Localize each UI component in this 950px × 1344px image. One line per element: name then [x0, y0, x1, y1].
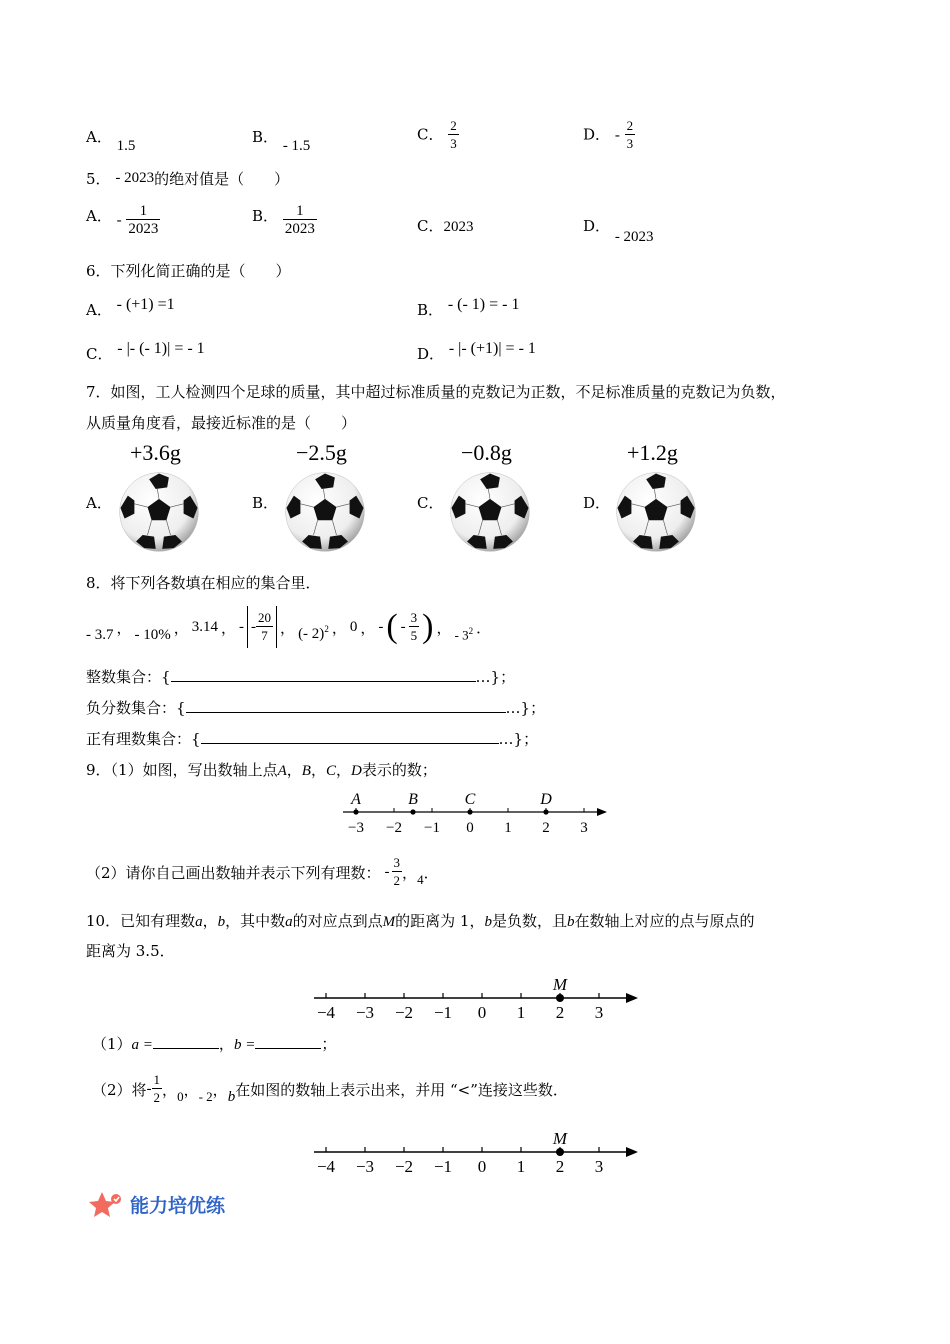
- tick-label: −1: [424, 820, 440, 836]
- q5-option-b: B． $\frac{1}{2023}$: [252, 203, 315, 237]
- q6-option-a: A． - (+1) =1: [86, 296, 175, 319]
- q10-number-line-1: [308, 966, 643, 1026]
- tick-label: 3: [594, 1003, 604, 1022]
- q4-option-a-value: 1.5: [116, 138, 136, 154]
- point-m: [556, 1148, 564, 1156]
- point-label: M: [552, 1129, 568, 1148]
- star-icon: [88, 1190, 122, 1218]
- q10-part2: （2）将 - $\frac{1}{2}$ ， 0 ， - 2 ， b 在如图的数轴上表示出来，并用 “<”连接这些数．: [92, 1071, 568, 1105]
- tick-label: −2: [394, 1003, 414, 1022]
- tick-label: 0: [477, 1003, 487, 1022]
- q5-stem: 5． - 2023的绝对值是（ ）: [86, 170, 290, 188]
- axis-point: [410, 809, 415, 814]
- axis-point: [467, 809, 472, 814]
- answer-blank-b[interactable]: [255, 1036, 321, 1049]
- axis-arrow-icon: [597, 808, 607, 816]
- point-label: B: [408, 791, 418, 808]
- soccer-ball-icon: [283, 471, 367, 553]
- axis-arrow-icon: [626, 1147, 638, 1157]
- tick-label: −2: [386, 820, 402, 836]
- q7-option-d-label: D．: [583, 494, 611, 512]
- q7-stem-line2: 从质量角度看，最接近标准的是（ ）: [86, 414, 357, 432]
- q4-option-b: B． - 1.5: [252, 128, 311, 154]
- tick-label: 0: [466, 820, 474, 836]
- q10-stem-line2: 距离为 3.5．: [86, 942, 175, 960]
- soccer-ball-icon: [117, 471, 201, 553]
- q7-option-b-mass: −2.5g: [296, 440, 347, 465]
- q6-option-d: D． - |- (+1)| = - 1: [417, 340, 536, 363]
- q5-option-c: C．2023: [417, 217, 474, 235]
- tick-label: 2: [542, 820, 550, 836]
- tick-label: −1: [433, 1157, 453, 1176]
- fraction: $\frac{1}{2023}$: [284, 203, 315, 237]
- q8-stem: 8．将下列各数填在相应的集合里．: [86, 574, 321, 592]
- q4-option-a: A． 1.5: [86, 128, 136, 154]
- tick-label: 1: [516, 1003, 526, 1022]
- fraction: $\frac{1}{2023}$: [128, 203, 159, 237]
- q4-option-d: D． - $\frac{2}{3}$: [583, 118, 634, 151]
- fraction: $\frac{2}{3}$: [450, 118, 457, 151]
- q8-set-positive-rationals: 正有理数集合：{ …}；: [86, 730, 539, 748]
- q8-number-list: - 3.7 ， - 10% ， 3.14 ， - - $\frac{20}{7}$ ， (- 2)$^2$ ， 0 ， - ( - $\frac{3}{5}$ ) ， - $3^2$ ．: [86, 603, 491, 651]
- tick-label: −2: [394, 1157, 414, 1176]
- point-label: M: [552, 975, 568, 994]
- tick-label: 3: [594, 1157, 604, 1176]
- q7-option-a-label: A．: [86, 494, 112, 512]
- q7-option-b-label: B．: [252, 494, 279, 512]
- soccer-ball-icon: [448, 471, 532, 553]
- q5-option-a: A． - $\frac{1}{2023}$: [86, 203, 159, 237]
- fraction: $\frac{2}{3}$: [626, 118, 634, 151]
- tick-label: 1: [504, 820, 512, 836]
- axis-point: [543, 809, 548, 814]
- q4-option-c: C． $\frac{2}{3}$: [417, 118, 457, 151]
- q5-option-d: D． - 2023: [583, 217, 654, 245]
- tick-label: −3: [355, 1003, 375, 1022]
- tick-label: −4: [316, 1157, 336, 1176]
- point-label: D: [540, 791, 552, 808]
- q8-set-negative-fractions: 负分数集合：{ …}；: [86, 699, 546, 717]
- tick-label: −3: [355, 1157, 375, 1176]
- q10-number-line-2: [308, 1120, 643, 1180]
- tick-label: 2: [555, 1157, 565, 1176]
- tick-label: 0: [477, 1157, 487, 1176]
- q10-part1: （1）a = ，b = ；: [92, 1035, 337, 1053]
- q6-option-b: B． - (- 1) = - 1: [417, 296, 520, 319]
- q6-stem: 6．下列化简正确的是（ ）: [86, 262, 291, 280]
- q7-option-a-mass: +3.6g: [130, 440, 181, 465]
- tick-label: 1: [516, 1157, 526, 1176]
- axis-point: [353, 809, 358, 814]
- q9-part2: （2）请你自己画出数轴并表示下列有理数： - $\frac{3}{2}$ ， 4 ．: [86, 854, 439, 888]
- q8-set-integers: 整数集合：{ …}；: [86, 668, 516, 686]
- point-label: A: [351, 791, 361, 808]
- section-title: 能力培优练: [130, 1194, 226, 1217]
- point-m: [556, 994, 564, 1002]
- q7-stem-line1: 7．如图，工人检测四个足球的质量，其中超过标准质量的克数记为正数，不足标准质量的克数记为负数，: [86, 383, 786, 401]
- tick-label: 2: [555, 1003, 565, 1022]
- tick-label: −3: [348, 820, 364, 836]
- point-label: C: [464, 791, 476, 808]
- q9-number-line: [335, 786, 615, 840]
- q10-stem-line1: 10．已知有理数a，b，其中数a的对应点到点M的距离为 1，b是负数，且b在数轴上对应的点与原点的: [86, 912, 755, 930]
- q7-option-c-mass: −0.8g: [461, 440, 512, 465]
- answer-blank-a[interactable]: [153, 1036, 219, 1049]
- soccer-ball-icon: [614, 471, 698, 553]
- q7-option-d-mass: +1.2g: [627, 440, 678, 465]
- section-header: [88, 1190, 225, 1218]
- q7-option-c-label: C．: [417, 494, 444, 512]
- tick-label: 3: [580, 820, 588, 836]
- q4-option-b-value: - 1.5: [282, 138, 311, 154]
- tick-label: −1: [433, 1003, 453, 1022]
- axis-arrow-icon: [626, 993, 638, 1003]
- tick-label: −4: [316, 1003, 336, 1022]
- q9-stem: 9．（1）如图，写出数轴上点A，B，C，D表示的数；: [86, 761, 437, 779]
- q6-option-c: C． - |- (- 1)| = - 1: [86, 340, 205, 363]
